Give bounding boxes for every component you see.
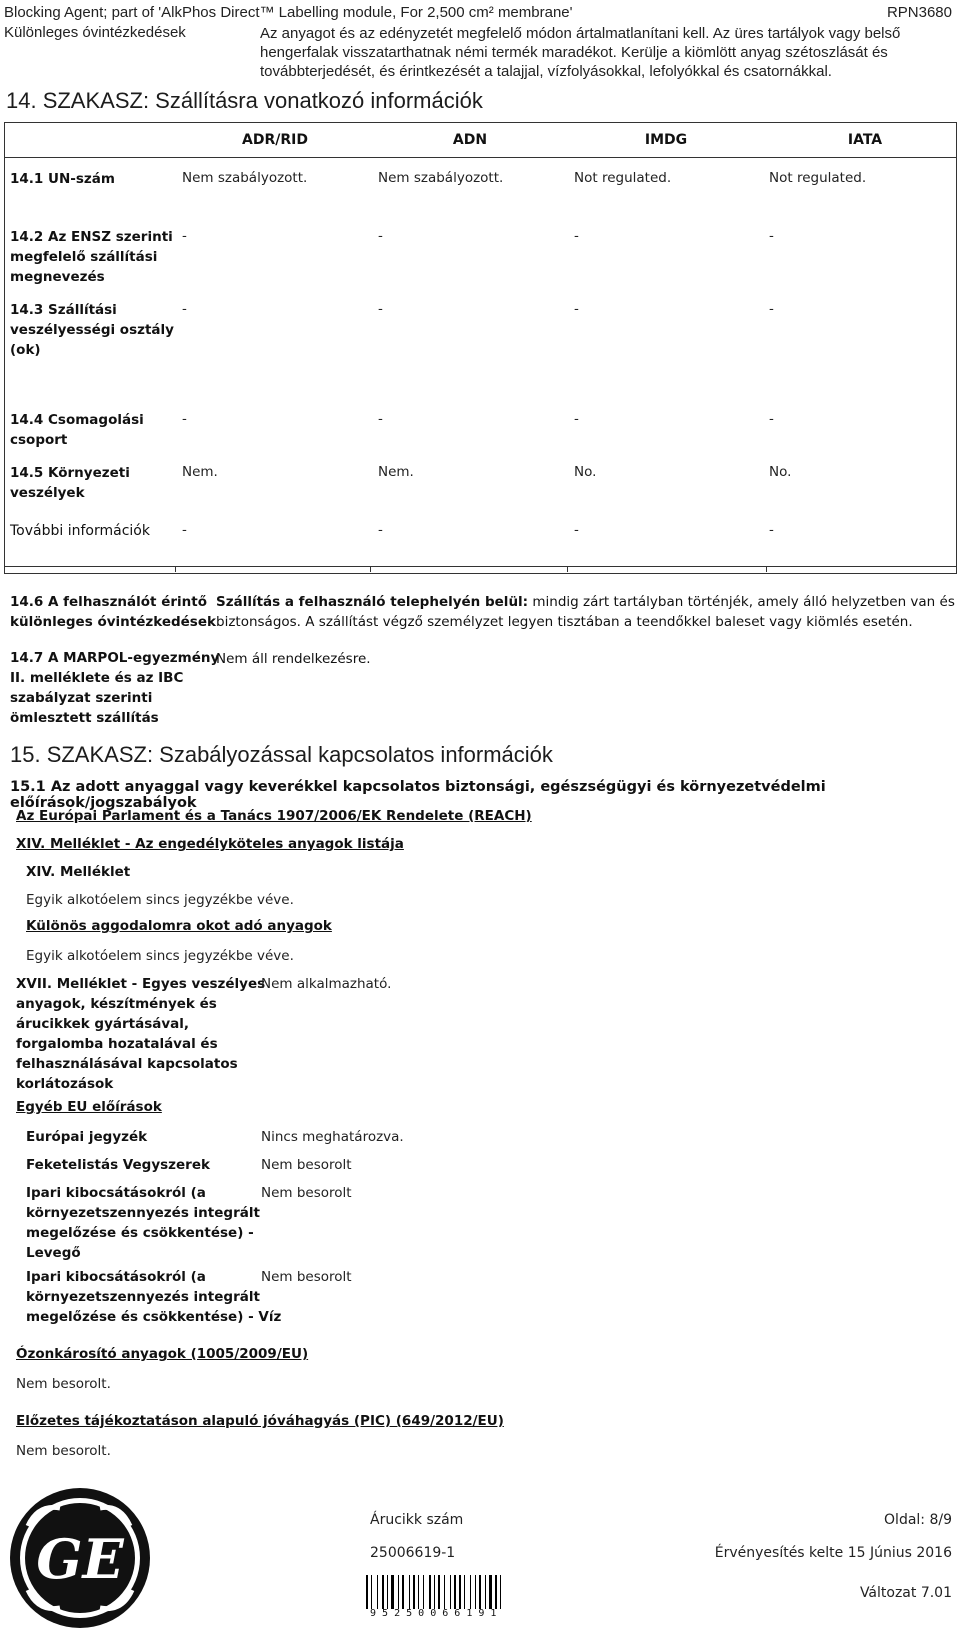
other-eu-heading: Egyéb EU előírások (16, 1099, 162, 1115)
row-label-additional-info: További információk (10, 523, 150, 539)
barcode-bar (402, 1575, 404, 1609)
barcode (366, 1575, 514, 1621)
precaution-text: Az anyagot és az edényzetét megfelelő módon ártalmatlanítani kell. Az üres tartályok vagy belső hengerfalak visszatarthatnak némi termék maradékot. Kerülje a kiömlött anyag szétoszlását és továbbterjedését, és érintkezését a talajjal, vízfolyásokkal, lefolyókkal és csatornákkal. (260, 25, 901, 80)
product-name: Blocking Agent; part of 'AlkPhos Direct™ Labelling module, For 2,500 cm² membrane' (4, 4, 573, 21)
emissions-air-value: Nem besorolt (261, 1185, 352, 1201)
packing-group-adn: - (378, 411, 383, 427)
barcode-bar (495, 1575, 497, 1609)
emissions-air-label: Ipari kibocsátásokról (a környezetszennyezés integrált megelőzése és csökkentése) - Levegő (26, 1185, 260, 1261)
env-hazard-imdg: No. (574, 464, 597, 480)
row-label-hazard-class: 14.3 Szállítási veszélyességi osztály (ok) (10, 302, 174, 358)
col-adr: ADR/RID (242, 132, 308, 148)
un-number-imdg: Not regulated. (574, 170, 672, 186)
ge-logo (8, 1486, 152, 1630)
emissions-water-label: Ipari kibocsátásokról (a környezetszennyezés integrált megelőzése és csökkentése) - Víz (26, 1269, 282, 1325)
item-14-6-text: Szállítás a felhasználó telephelyén belül: mindig zárt tartályban történjék, amely álló helyzetben van és biztonságos. A szállítást végző személyzet legyen tisztában a teendőkkel baleset vagy kiömlés esetén. (216, 594, 955, 630)
version: Változat 7.01 (859, 1585, 952, 1601)
hazard-class-adr: - (182, 301, 187, 317)
barcode-bar (413, 1575, 415, 1609)
section-15-1-title: 15.1 Az adott anyaggal vagy keverékkel kapcsolatos biztonsági, egészségügyi és környezetvédelmi előírások/jogszabályok (10, 779, 826, 811)
col-adn: ADN (452, 132, 488, 148)
env-hazard-adr: Nem. (182, 464, 218, 480)
additional-info-adr: - (182, 522, 187, 538)
barcode-bar (429, 1575, 431, 1609)
packing-group-iata: - (769, 411, 774, 427)
col-iata: IATA (847, 132, 883, 148)
env-hazard-iata: No. (769, 464, 792, 480)
european-inventory-value: Nincs meghatározva. (261, 1129, 404, 1145)
ozone-heading: Ózonkárosító anyagok (1005/2009/EU) (16, 1346, 309, 1362)
barcode-bar (450, 1575, 451, 1609)
shipping-name-adn: - (378, 228, 383, 244)
barcode-bar (434, 1575, 435, 1609)
section-15-title: 15. SZAKASZ: Szabályozással kapcsolatos információk (10, 742, 553, 767)
pic-value: Nem besorolt. (16, 1443, 111, 1459)
additional-info-iata: - (769, 522, 774, 538)
barcode-bar (459, 1575, 461, 1609)
barcode-bar (423, 1575, 424, 1609)
row-label-environmental-hazards: 14.5 Környezeti veszélyek (10, 465, 130, 501)
barcode-bar (500, 1575, 501, 1609)
shipping-name-iata: - (769, 228, 774, 244)
packing-group-imdg: - (574, 411, 579, 427)
annex17-label: XVII. Melléklet - Egyes veszélyes anyagok, készítmények és árucikkek gyártásával, forgalomba hozatalával és felhasználásával kapcsolatos korlátozások (16, 976, 266, 1092)
european-inventory-label: Európai jegyzék (26, 1129, 148, 1145)
item-14-7-label: 14.7 A MARPOL-egyezmény II. melléklete és az IBC szabályzat szerinti ömlesztett szállítás (10, 650, 220, 726)
un-number-adn: Nem szabályozott. (378, 170, 504, 186)
barcode-bar (377, 1575, 378, 1609)
annex14-label: XIV. Melléklet (26, 864, 131, 880)
un-number-iata: Not regulated. (769, 170, 867, 186)
shipping-name-adr: - (182, 228, 187, 244)
page-number: Oldal: 8/9 (884, 1512, 952, 1528)
packing-group-adr: - (182, 411, 187, 427)
un-number-adr: Nem szabályozott. (182, 170, 308, 186)
barcode-bar (464, 1575, 465, 1609)
annex14-value: Egyik alkotóelem sincs jegyzékbe véve. (26, 892, 294, 908)
article-label: Árucikk szám (370, 1512, 464, 1528)
additional-info-imdg: - (574, 522, 579, 538)
row-label-packing-group: 14.4 Csomagolási csoport (10, 412, 144, 448)
barcode-bar (382, 1575, 384, 1609)
barcode-bar (366, 1575, 368, 1609)
svhc-value: Egyik alkotóelem sincs jegyzékbe véve. (26, 948, 294, 964)
barcode-bar (391, 1575, 394, 1609)
row-label-un-number: 14.1 UN-szám (10, 171, 115, 187)
item-14-7-value: Nem áll rendelkezésre. (216, 651, 371, 667)
hazard-class-iata: - (769, 301, 774, 317)
barcode-digits: 9 5 2 5 0 0 6 6 1 9 1 (370, 1608, 497, 1619)
barcode-bar (387, 1575, 388, 1609)
barcode-bar (470, 1575, 471, 1609)
ozone-value: Nem besorolt. (16, 1376, 111, 1392)
reach-heading: Az Európai Parlament és a Tanács 1907/2006/EK Rendelete (REACH) (16, 808, 532, 824)
barcode-bar (489, 1575, 492, 1609)
annex14-heading: XIV. Melléklet - Az engedélyköteles anyagok listája (16, 836, 404, 852)
emissions-water-value: Nem besorolt (261, 1269, 352, 1285)
row-label-shipping-name: 14.2 Az ENSZ szerinti megfelelő szállítási megnevezés (10, 229, 173, 285)
blacklist-label: Feketelistás Vegyszerek (26, 1157, 210, 1173)
blacklist-value: Nem besorolt (261, 1157, 352, 1173)
additional-info-adn: - (378, 522, 383, 538)
barcode-bar (475, 1575, 476, 1609)
barcode-bar (371, 1575, 372, 1609)
article-number: 25006619-1 (370, 1545, 456, 1561)
hazard-class-imdg: - (574, 301, 579, 317)
pic-heading: Előzetes tájékoztatáson alapuló jóváhagyás (PIC) (649/2012/EU) (16, 1413, 504, 1429)
svhc-heading: Különös aggodalomra okot adó anyagok (26, 918, 332, 934)
col-imdg: IMDG (644, 132, 688, 148)
barcode-bar (454, 1575, 456, 1609)
hazard-class-adn: - (378, 301, 383, 317)
barcode-bar (398, 1575, 399, 1609)
svg-text:GE: GE (36, 1527, 124, 1591)
barcode-bar (438, 1575, 440, 1609)
barcode-bar (418, 1575, 419, 1609)
barcode-bar (479, 1575, 481, 1609)
env-hazard-adn: Nem. (378, 464, 414, 480)
shipping-name-imdg: - (574, 228, 579, 244)
barcode-bar (485, 1575, 486, 1609)
barcode-bar (444, 1575, 445, 1609)
product-code: RPN3680 (886, 4, 952, 21)
item-14-6-label: 14.6 A felhasználót érintő különleges óvintézkedések (10, 594, 216, 630)
section-14-title: 14. SZAKASZ: Szállításra vonatkozó információk (6, 88, 483, 113)
annex17-value: Nem alkalmazható. (261, 976, 392, 992)
barcode-bar (409, 1575, 410, 1609)
validity-date: Érvényesítés kelte 15 Június 2016 (714, 1545, 952, 1561)
precaution-label: Különleges óvintézkedések (4, 24, 186, 41)
